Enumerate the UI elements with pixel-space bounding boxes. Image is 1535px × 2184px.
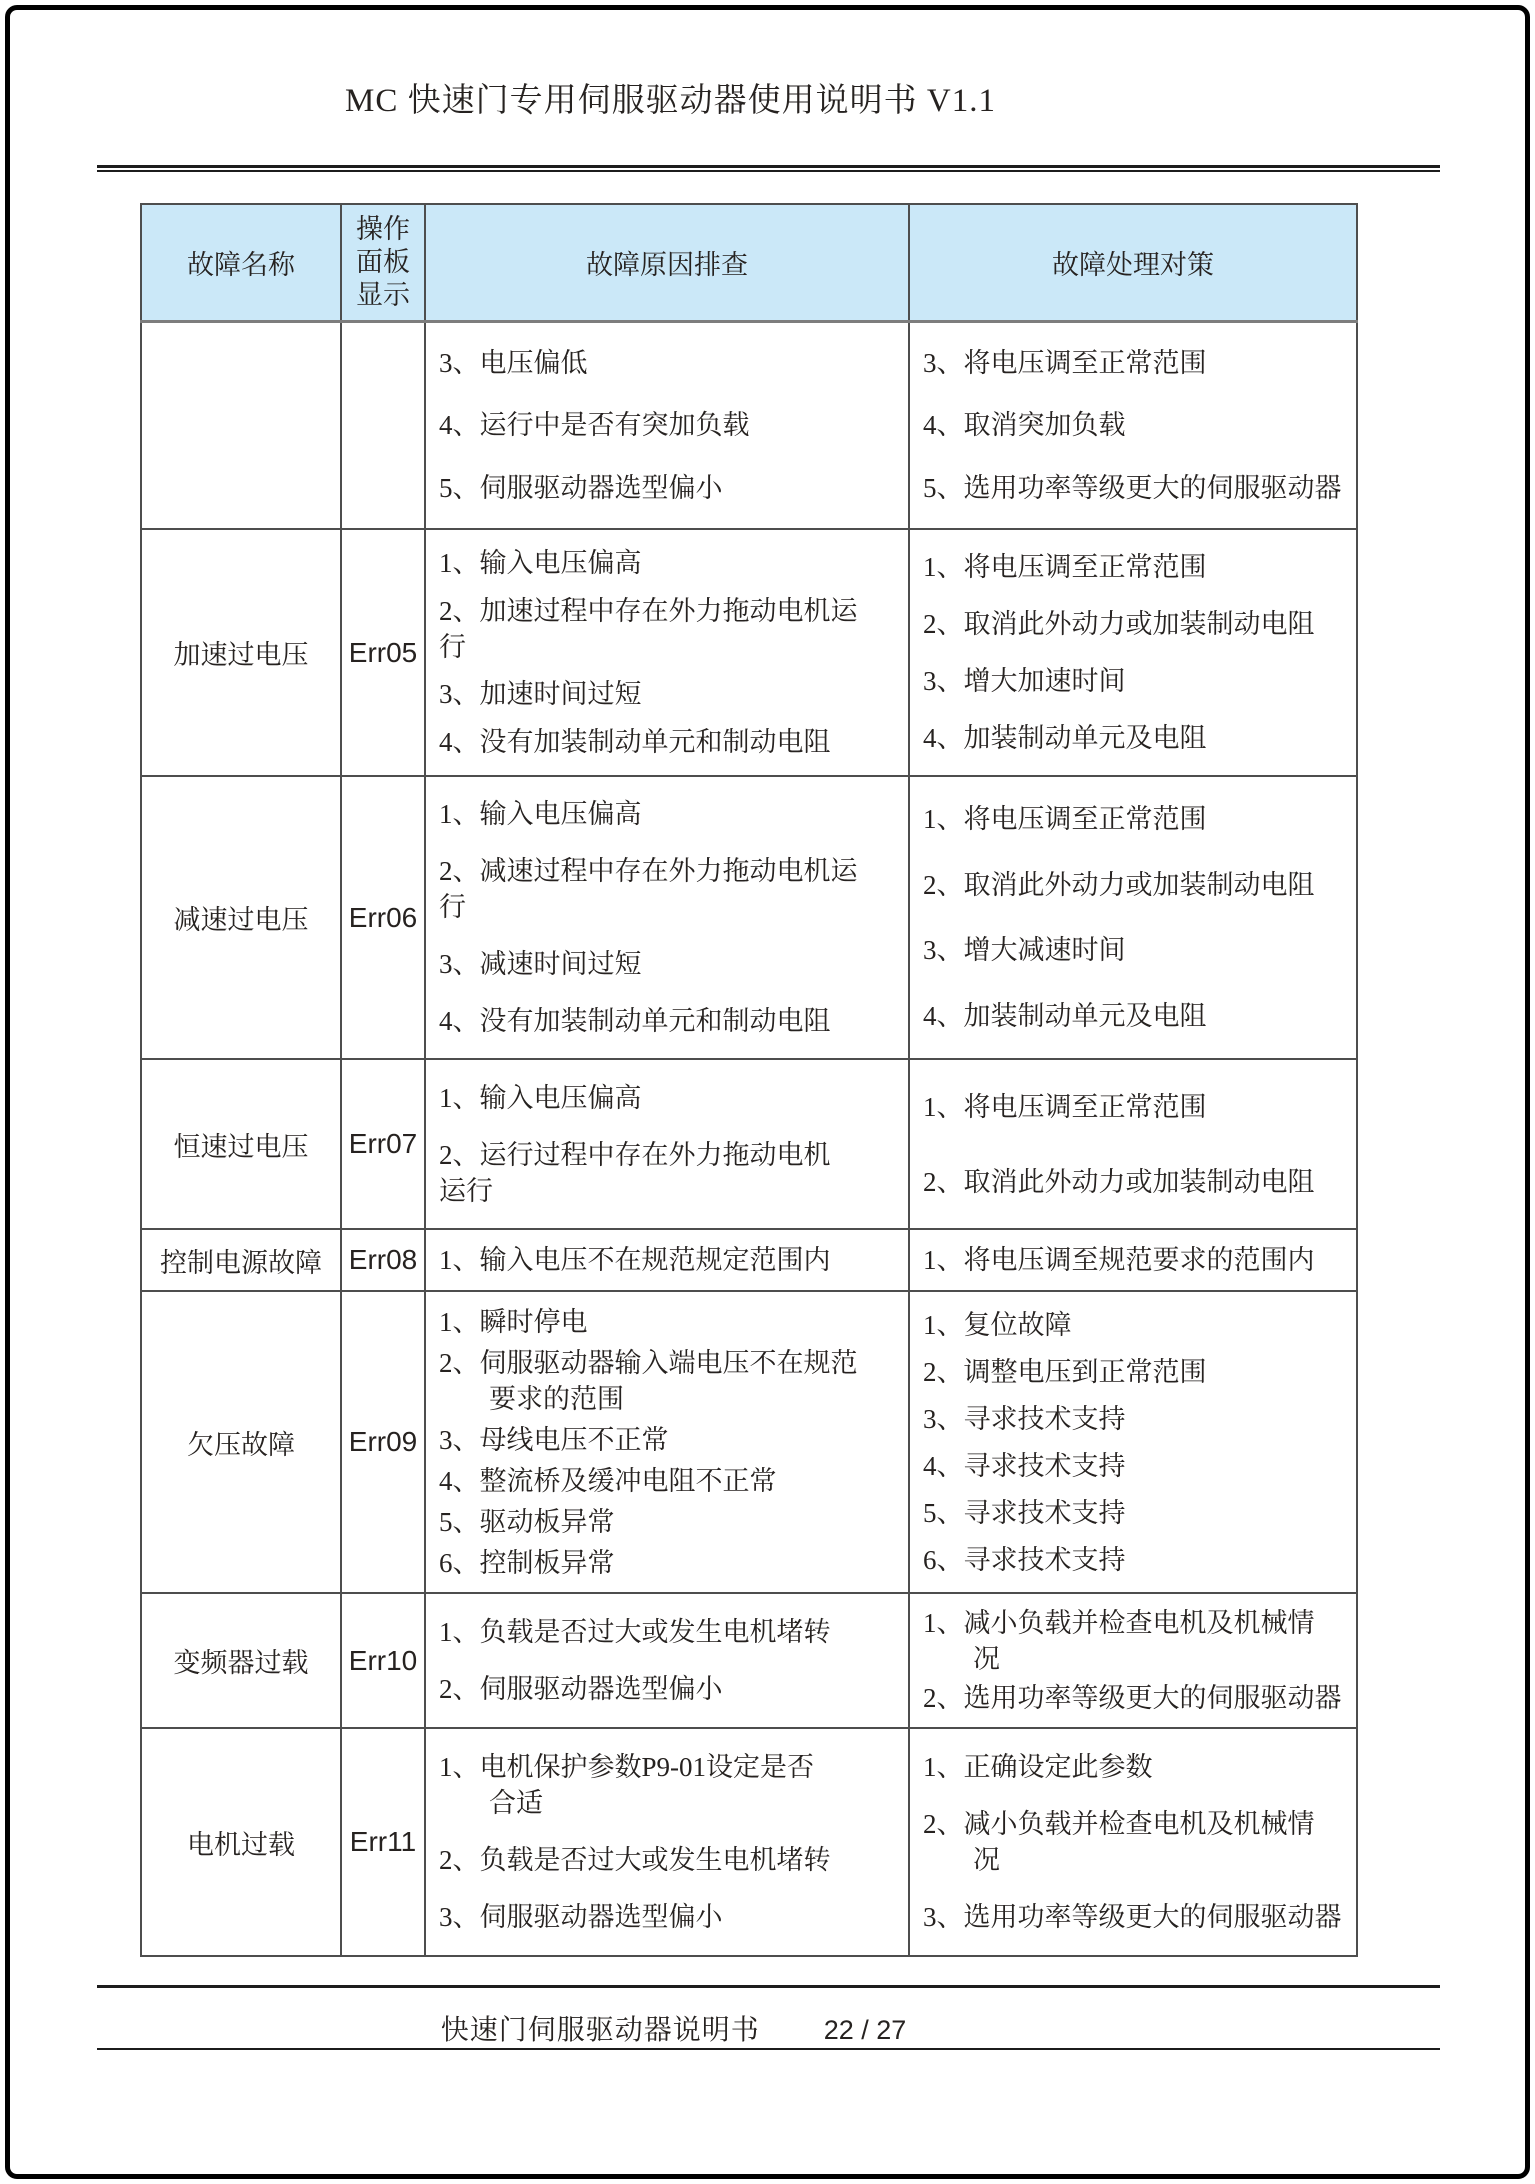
remedy-line: 2、调整电压到正常范围: [923, 1356, 1207, 1387]
remedy-line: 1、将电压调至正常范围: [923, 803, 1207, 834]
remedy-line: 3、增大加速时间: [923, 665, 1126, 696]
footer-page-number: 22 / 27: [823, 2015, 907, 2045]
table-row: [141, 529, 1357, 776]
panel-display-line: 操作: [356, 213, 410, 244]
cause-line: 2、负载是否过大或发生电机堵转: [439, 1844, 831, 1875]
table-row: [141, 776, 1357, 1059]
remedy-cell: [909, 1291, 1357, 1593]
cause-line: 3、减速时间过短: [439, 948, 642, 979]
remedy-line: 5、寻求技术支持: [923, 1497, 1126, 1528]
header-row: [141, 204, 1357, 321]
cause-line: 3、母线电压不正常: [439, 1424, 669, 1455]
remedy-line: 5、选用功率等级更大的伺服驱动器: [923, 472, 1342, 503]
cause-line: 3、加速时间过短: [439, 679, 642, 710]
panel-code-cell: [341, 321, 425, 529]
table-row: [141, 321, 1357, 529]
footer-divider-top: [97, 1985, 1440, 1988]
cause-cell: [425, 1059, 909, 1229]
cause-cell: [425, 1291, 909, 1593]
remedy-line: 1、将电压调至正常范围: [923, 552, 1207, 583]
title-divider: [97, 165, 1440, 172]
panel-code-cell: Err09: [341, 1291, 425, 1593]
fault-table: [140, 203, 1358, 1957]
cause-line: 4、运行中是否有突加负载: [439, 410, 750, 441]
table-row: [141, 1291, 1357, 1593]
remedy-line: 况: [973, 1844, 1000, 1875]
remedy-cell: [909, 1059, 1357, 1229]
cause-cell: [425, 776, 909, 1059]
remedy-line: 1、正确设定此参数: [923, 1751, 1153, 1782]
page-footer: [97, 2008, 1440, 2048]
cause-cell: [425, 1728, 909, 1956]
remedy-cell: [909, 529, 1357, 776]
remedy-line: 6、寻求技术支持: [923, 1544, 1126, 1575]
fault-name-cell: 变频器过载: [141, 1593, 341, 1728]
cause-line: 合适: [489, 1787, 543, 1818]
column-header-cause: 故障原因排查: [425, 204, 909, 321]
cause-line: 1、输入电压偏高: [439, 1082, 642, 1113]
cause-cell: [425, 529, 909, 776]
cause-cell: [425, 321, 909, 529]
cause-line: 1、瞬时停电: [439, 1306, 588, 1337]
remedy-line: 3、选用功率等级更大的伺服驱动器: [923, 1902, 1342, 1933]
remedy-line: 4、加装制动单元及电阻: [923, 722, 1207, 753]
remedy-line: 4、寻求技术支持: [923, 1450, 1126, 1481]
panel-code-cell: Err05: [341, 529, 425, 776]
cause-line: 行: [439, 631, 466, 662]
remedy-line: 3、增大减速时间: [923, 935, 1126, 966]
cause-line: 2、伺服驱动器选型偏小: [439, 1674, 723, 1705]
table-row: [141, 1728, 1357, 1956]
panel-code-cell: Err07: [341, 1059, 425, 1229]
cause-line: 1、输入电压偏高: [439, 547, 642, 578]
cause-line: 运行: [439, 1175, 493, 1206]
cause-line: 行: [439, 892, 466, 923]
cause-line: 2、运行过程中存在外力拖动电机: [439, 1139, 831, 1170]
document-title: MC 快速门专用伺服驱动器使用说明书 V1.1: [345, 83, 996, 119]
remedy-line: 4、加装制动单元及电阻: [923, 1001, 1207, 1032]
cause-line: 4、没有加装制动单元和制动电阻: [439, 727, 831, 758]
remedy-line: 1、复位故障: [923, 1309, 1072, 1340]
panel-code-cell: Err08: [341, 1229, 425, 1291]
remedy-line: 2、选用功率等级更大的伺服驱动器: [923, 1683, 1342, 1714]
remedy-cell: [909, 321, 1357, 529]
cause-line: 要求的范围: [489, 1383, 624, 1414]
cause-line: 3、伺服驱动器选型偏小: [439, 1902, 723, 1933]
cause-line: 5、驱动板异常: [439, 1506, 615, 1537]
fault-name-cell: 控制电源故障: [141, 1229, 341, 1291]
table-row: [141, 1593, 1357, 1728]
footer-divider-bottom: [97, 2048, 1440, 2050]
remedy-line: 1、将电压调至规范要求的范围内: [923, 1245, 1315, 1275]
remedy-line: 2、取消此外动力或加装制动电阻: [923, 1166, 1315, 1197]
table-row: [141, 1059, 1357, 1229]
cause-cell: [425, 1593, 909, 1728]
cause-line: 4、整流桥及缓冲电阻不正常: [439, 1465, 777, 1496]
remedy-line: 1、将电压调至正常范围: [923, 1091, 1207, 1122]
table-row: [141, 1229, 1357, 1291]
fault-name-cell: 恒速过电压: [141, 1059, 341, 1229]
cause-line: 5、伺服驱动器选型偏小: [439, 472, 723, 503]
remedy-cell: [909, 1728, 1357, 1956]
column-header-panel-display: [341, 204, 425, 321]
remedy-cell: [909, 1593, 1357, 1728]
remedy-line: 2、取消此外动力或加装制动电阻: [923, 869, 1315, 900]
panel-code-cell: Err10: [341, 1593, 425, 1728]
panel-display-line: 面板: [356, 246, 410, 277]
cause-line: 1、输入电压不在规范规定范围内: [439, 1245, 831, 1275]
fault-name-cell: 电机过载: [141, 1728, 341, 1956]
panel-code-cell: Err06: [341, 776, 425, 1059]
panel-code-cell: Err11: [341, 1728, 425, 1956]
cause-line: 3、电压偏低: [439, 347, 588, 378]
footer-doc-title: 快速门伺服驱动器说明书: [440, 2015, 760, 2046]
remedy-line: 2、减小负载并检查电机及机械情: [923, 1808, 1315, 1839]
remedy-cell: [909, 776, 1357, 1059]
remedy-line: 3、将电压调至正常范围: [923, 347, 1207, 378]
column-header-remedy: 故障处理对策: [909, 204, 1357, 321]
remedy-line: 3、寻求技术支持: [923, 1403, 1126, 1434]
cause-line: 1、电机保护参数P9-01设定是否: [439, 1751, 815, 1782]
fault-name-cell: [141, 321, 341, 529]
cause-line: 2、减速过程中存在外力拖动电机运: [439, 856, 858, 887]
cause-line: 1、负载是否过大或发生电机堵转: [439, 1616, 831, 1647]
remedy-line: 4、取消突加负载: [923, 410, 1126, 441]
column-header-fault-name: 故障名称: [141, 204, 341, 321]
cause-line: 4、没有加装制动单元和制动电阻: [439, 1005, 831, 1036]
cause-line: 2、伺服驱动器输入端电压不在规范: [439, 1347, 858, 1378]
remedy-line: 2、取消此外动力或加装制动电阻: [923, 609, 1315, 640]
remedy-cell: [909, 1229, 1357, 1291]
cause-line: 2、加速过程中存在外力拖动电机运: [439, 595, 858, 626]
remedy-line: 1、减小负载并检查电机及机械情: [923, 1607, 1315, 1638]
cause-line: 6、控制板异常: [439, 1547, 615, 1578]
remedy-line: 况: [973, 1643, 1000, 1674]
fault-name-cell: 减速过电压: [141, 776, 341, 1059]
fault-name-cell: 欠压故障: [141, 1291, 341, 1593]
panel-display-line: 显示: [356, 279, 410, 310]
cause-line: 1、输入电压偏高: [439, 799, 642, 830]
cause-cell: [425, 1229, 909, 1291]
fault-name-cell: 加速过电压: [141, 529, 341, 776]
